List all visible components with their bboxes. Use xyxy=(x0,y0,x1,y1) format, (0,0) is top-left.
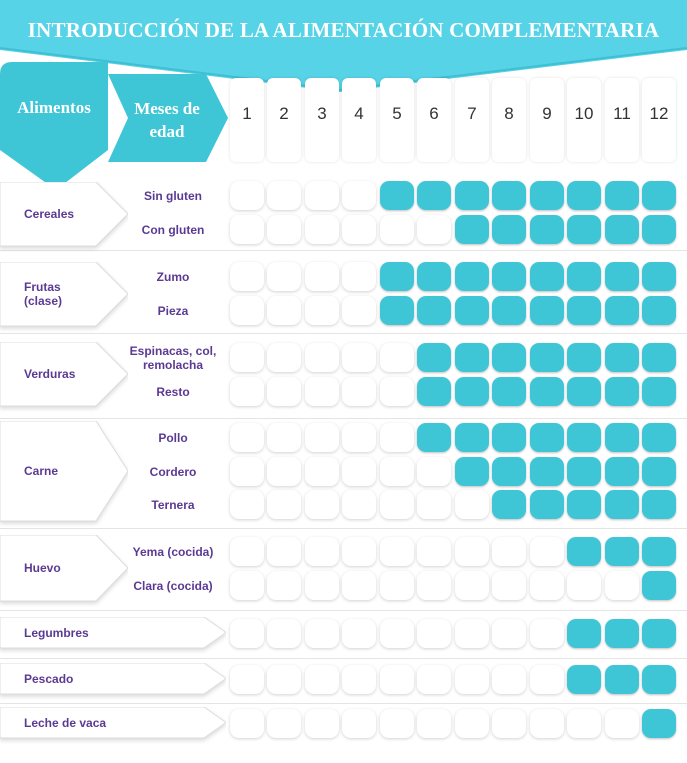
empty-month-cell xyxy=(305,571,339,600)
food-item-label: Zumo xyxy=(156,269,190,284)
empty-month-cell xyxy=(267,490,301,519)
recommended-month-cell xyxy=(380,296,414,325)
empty-month-cell xyxy=(230,343,264,372)
recommended-month-cell xyxy=(605,262,639,291)
recommended-month-cell xyxy=(642,490,676,519)
empty-month-cell xyxy=(305,181,339,210)
empty-month-cell xyxy=(267,537,301,566)
empty-month-cell xyxy=(230,423,264,452)
empty-month-cell xyxy=(530,709,564,738)
recommended-month-cell xyxy=(530,490,564,519)
empty-month-cell xyxy=(305,537,339,566)
recommended-month-cell xyxy=(567,262,601,291)
empty-month-cell xyxy=(305,377,339,406)
recommended-month-cell xyxy=(567,490,601,519)
recommended-month-cell xyxy=(492,490,526,519)
recommended-month-cell xyxy=(642,215,676,244)
recommended-month-cell xyxy=(567,181,601,210)
recommended-month-cell xyxy=(605,181,639,210)
category-label: Legumbres xyxy=(24,625,89,640)
empty-month-cell xyxy=(267,343,301,372)
empty-month-cell xyxy=(417,215,451,244)
empty-month-cell xyxy=(230,215,264,244)
recommended-month-cell xyxy=(642,665,676,694)
food-item-label: Cordero xyxy=(149,464,197,479)
category-label: Pescado xyxy=(24,671,74,686)
recommended-month-cell xyxy=(492,262,526,291)
row-separator xyxy=(0,418,687,419)
recommended-month-cell xyxy=(417,343,451,372)
recommended-month-cell xyxy=(455,457,489,486)
recommended-month-cell xyxy=(605,665,639,694)
recommended-month-cell xyxy=(492,343,526,372)
food-item-label: Yema (cocida) xyxy=(132,544,214,559)
category-shape xyxy=(0,421,128,527)
food-item-label: Resto xyxy=(156,384,190,399)
category-label: Verduras xyxy=(24,367,76,381)
empty-month-cell xyxy=(530,619,564,648)
month-label-6: 6 xyxy=(429,104,439,123)
recommended-month-cell xyxy=(455,181,489,210)
recommended-month-cell xyxy=(417,181,451,210)
empty-month-cell xyxy=(267,181,301,210)
empty-month-cell xyxy=(230,665,264,694)
empty-month-cell xyxy=(342,709,376,738)
empty-month-cell xyxy=(305,665,339,694)
category-label: Huevo xyxy=(24,561,61,575)
empty-month-cell xyxy=(455,537,489,566)
recommended-month-cell xyxy=(530,457,564,486)
empty-month-cell xyxy=(267,215,301,244)
recommended-month-cell xyxy=(642,423,676,452)
food-item-label: Clara (cocida) xyxy=(133,578,213,593)
empty-month-cell xyxy=(417,457,451,486)
month-label-2: 2 xyxy=(279,104,289,123)
empty-month-cell xyxy=(342,619,376,648)
empty-month-cell xyxy=(455,490,489,519)
recommended-month-cell xyxy=(380,262,414,291)
recommended-month-cell xyxy=(492,296,526,325)
recommended-month-cell xyxy=(605,537,639,566)
empty-month-cell xyxy=(417,665,451,694)
recommended-month-cell xyxy=(642,181,676,210)
empty-month-cell xyxy=(267,262,301,291)
empty-month-cell xyxy=(305,215,339,244)
recommended-month-cell xyxy=(492,423,526,452)
empty-month-cell xyxy=(380,423,414,452)
food-item-label: Sin gluten xyxy=(144,188,202,203)
empty-month-cell xyxy=(230,457,264,486)
empty-month-cell xyxy=(305,457,339,486)
empty-month-cell xyxy=(492,665,526,694)
empty-month-cell xyxy=(267,709,301,738)
recommended-month-cell xyxy=(642,571,676,600)
recommended-month-cell xyxy=(455,377,489,406)
category-label: Frutas (clase) xyxy=(24,280,63,308)
empty-month-cell xyxy=(567,571,601,600)
empty-month-cell xyxy=(380,665,414,694)
month-label-10: 10 xyxy=(574,104,594,123)
recommended-month-cell xyxy=(642,377,676,406)
recommended-month-cell xyxy=(530,377,564,406)
empty-month-cell xyxy=(455,709,489,738)
empty-month-cell xyxy=(305,262,339,291)
empty-month-cell xyxy=(380,377,414,406)
empty-month-cell xyxy=(530,665,564,694)
recommended-month-cell xyxy=(642,537,676,566)
empty-month-cell xyxy=(342,537,376,566)
food-item-label: Pollo xyxy=(158,430,188,445)
food-item-label: Pieza xyxy=(157,303,189,318)
empty-month-cell xyxy=(380,343,414,372)
recommended-month-cell xyxy=(605,490,639,519)
recommended-month-cell xyxy=(530,343,564,372)
empty-month-cell xyxy=(230,490,264,519)
empty-month-cell xyxy=(417,490,451,519)
recommended-month-cell xyxy=(642,343,676,372)
month-label-7: 7 xyxy=(467,104,477,123)
recommended-month-cell xyxy=(642,619,676,648)
recommended-month-cell xyxy=(605,296,639,325)
empty-month-cell xyxy=(417,709,451,738)
recommended-month-cell xyxy=(455,423,489,452)
category-shape xyxy=(0,535,128,607)
month-label-12: 12 xyxy=(649,104,669,123)
recommended-month-cell xyxy=(605,423,639,452)
recommended-month-cell xyxy=(492,457,526,486)
recommended-month-cell xyxy=(417,296,451,325)
empty-month-cell xyxy=(380,457,414,486)
recommended-month-cell xyxy=(567,619,601,648)
recommended-month-cell xyxy=(492,215,526,244)
empty-month-cell xyxy=(455,571,489,600)
empty-month-cell xyxy=(305,619,339,648)
empty-month-cell xyxy=(605,571,639,600)
recommended-month-cell xyxy=(567,296,601,325)
empty-month-cell xyxy=(417,571,451,600)
empty-month-cell xyxy=(380,490,414,519)
empty-month-cell xyxy=(605,709,639,738)
recommended-month-cell xyxy=(530,296,564,325)
month-label-4: 4 xyxy=(354,104,364,123)
empty-month-cell xyxy=(492,571,526,600)
empty-month-cell xyxy=(267,457,301,486)
empty-month-cell xyxy=(492,619,526,648)
food-item-label: Ternera xyxy=(151,497,195,512)
empty-month-cell xyxy=(380,571,414,600)
row-separator xyxy=(0,333,687,334)
recommended-month-cell xyxy=(530,181,564,210)
recommended-month-cell xyxy=(567,377,601,406)
empty-month-cell xyxy=(305,296,339,325)
empty-month-cell xyxy=(342,665,376,694)
empty-month-cell xyxy=(230,262,264,291)
category-label: Carne xyxy=(24,464,59,478)
empty-month-cell xyxy=(417,619,451,648)
empty-month-cell xyxy=(342,296,376,325)
empty-month-cell xyxy=(267,571,301,600)
alimentos-header-tag xyxy=(0,62,108,192)
recommended-month-cell xyxy=(642,296,676,325)
month-label-3: 3 xyxy=(317,104,327,123)
empty-month-cell xyxy=(342,377,376,406)
recommended-month-cell xyxy=(380,181,414,210)
row-separator xyxy=(0,610,687,611)
recommended-month-cell xyxy=(455,296,489,325)
row-separator xyxy=(0,703,687,704)
recommended-month-cell xyxy=(417,262,451,291)
recommended-month-cell xyxy=(605,619,639,648)
row-separator xyxy=(0,528,687,529)
empty-month-cell xyxy=(567,709,601,738)
recommended-month-cell xyxy=(492,181,526,210)
recommended-month-cell xyxy=(642,457,676,486)
recommended-month-cell xyxy=(605,457,639,486)
recommended-month-cell xyxy=(567,537,601,566)
empty-month-cell xyxy=(492,537,526,566)
empty-month-cell xyxy=(230,709,264,738)
empty-month-cell xyxy=(342,457,376,486)
empty-month-cell xyxy=(417,537,451,566)
month-label-5: 5 xyxy=(392,104,402,123)
recommended-month-cell xyxy=(455,343,489,372)
recommended-month-cell xyxy=(530,423,564,452)
recommended-month-cell xyxy=(567,215,601,244)
empty-month-cell xyxy=(267,665,301,694)
alimentos-header: Alimentos xyxy=(17,98,91,117)
empty-month-cell xyxy=(530,537,564,566)
recommended-month-cell xyxy=(567,665,601,694)
empty-month-cell xyxy=(342,490,376,519)
empty-month-cell xyxy=(455,665,489,694)
recommended-month-cell xyxy=(642,262,676,291)
recommended-month-cell xyxy=(417,423,451,452)
empty-month-cell xyxy=(305,709,339,738)
empty-month-cell xyxy=(230,296,264,325)
empty-month-cell xyxy=(305,490,339,519)
empty-month-cell xyxy=(380,709,414,738)
empty-month-cell xyxy=(230,571,264,600)
category-label: Leche de vaca xyxy=(24,715,107,730)
page-title: INTRODUCCIÓN DE LA ALIMENTACIÓN COMPLEMENTARIA xyxy=(27,18,660,42)
recommended-month-cell xyxy=(605,215,639,244)
empty-month-cell xyxy=(342,343,376,372)
recommended-month-cell xyxy=(530,262,564,291)
recommended-month-cell xyxy=(455,215,489,244)
empty-month-cell xyxy=(380,619,414,648)
empty-month-cell xyxy=(342,423,376,452)
recommended-month-cell xyxy=(567,457,601,486)
empty-month-cell xyxy=(267,296,301,325)
empty-month-cell xyxy=(230,181,264,210)
empty-month-cell xyxy=(455,619,489,648)
empty-month-cell xyxy=(305,343,339,372)
recommended-month-cell xyxy=(642,709,676,738)
empty-month-cell xyxy=(305,423,339,452)
food-item-label: Con gluten xyxy=(141,222,205,237)
recommended-month-cell xyxy=(455,262,489,291)
recommended-month-cell xyxy=(605,343,639,372)
empty-month-cell xyxy=(380,537,414,566)
recommended-month-cell xyxy=(567,343,601,372)
empty-month-cell xyxy=(342,571,376,600)
category-label: Cereales xyxy=(24,207,75,221)
empty-month-cell xyxy=(530,571,564,600)
empty-month-cell xyxy=(492,709,526,738)
empty-month-cell xyxy=(230,537,264,566)
month-label-8: 8 xyxy=(504,104,514,123)
empty-month-cell xyxy=(267,423,301,452)
month-label-1: 1 xyxy=(242,104,252,123)
month-label-9: 9 xyxy=(542,104,552,123)
empty-month-cell xyxy=(380,215,414,244)
recommended-month-cell xyxy=(417,377,451,406)
month-label-11: 11 xyxy=(613,104,631,123)
empty-month-cell xyxy=(342,262,376,291)
meses-header: Meses de edad xyxy=(134,99,200,141)
empty-month-cell xyxy=(267,619,301,648)
empty-month-cell xyxy=(342,181,376,210)
recommended-month-cell xyxy=(605,377,639,406)
recommended-month-cell xyxy=(530,215,564,244)
empty-month-cell xyxy=(230,619,264,648)
empty-month-cell xyxy=(267,377,301,406)
row-separator xyxy=(0,658,687,659)
empty-month-cell xyxy=(342,215,376,244)
recommended-month-cell xyxy=(567,423,601,452)
empty-month-cell xyxy=(230,377,264,406)
food-item-label: Espinacas, col, remolacha xyxy=(129,343,217,372)
recommended-month-cell xyxy=(492,377,526,406)
